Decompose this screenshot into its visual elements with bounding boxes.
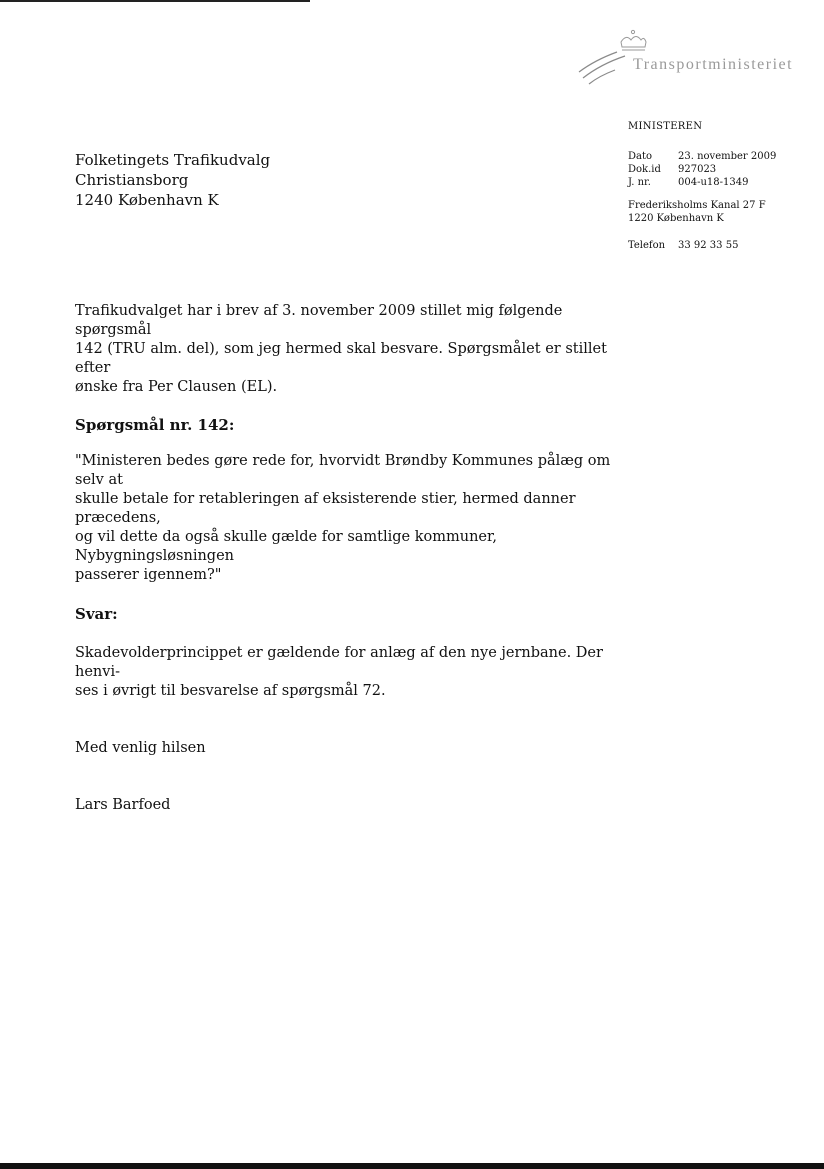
jnr-value: 004-u18-1349 (678, 177, 749, 188)
swoosh-icon (579, 52, 625, 84)
question-line4: passerer igennem?" (75, 567, 222, 583)
signature-name: Lars Barfoed (75, 797, 171, 813)
question-paragraph (75, 452, 615, 585)
phone-label: Telefon (628, 240, 666, 251)
date-label: Dato (628, 151, 653, 162)
recipient-line3: 1240 København K (75, 191, 219, 209)
intro-line1: Trafikudvalget har i brev af 3. november 2009 stillet mig følgende spørgsmål (75, 303, 563, 338)
ministry-logo-text: Transportministeriet (633, 56, 794, 73)
date-value: 23. november 2009 (678, 151, 777, 162)
recipient-line1: Folketingets Trafikudvalg (75, 151, 271, 169)
scan-edge-top (0, 0, 310, 2)
sender-address (628, 199, 766, 225)
phone-row (628, 240, 738, 251)
letter-body (75, 302, 615, 815)
intro-paragraph (75, 302, 615, 397)
dokid-label: Dok.id (628, 164, 661, 175)
intro-line3: ønske fra Per Clausen (EL). (75, 379, 278, 395)
closing-greeting: Med venlig hilsen (75, 740, 206, 756)
question-line2: skulle betale for retableringen af eksisterende stier, hermed danner præcedens, (75, 491, 576, 526)
scan-edge-bottom (0, 1163, 824, 1169)
answer-line1: Skadevolderprincippet er gældende for anlæg af den nye jernbane. Der henvi- (75, 645, 603, 680)
sender-address-line2: 1220 København K (628, 213, 724, 224)
phone-value: 33 92 33 55 (678, 240, 739, 251)
jnr-label: J. nr. (628, 177, 651, 188)
recipient-line2: Christiansborg (75, 171, 189, 189)
jnr-row (628, 176, 776, 189)
question-heading: Spørgsmål nr. 142: (75, 416, 235, 434)
sender-address-line1: Frederiksholms Kanal 27 F (628, 200, 766, 211)
recipient-address (75, 150, 270, 210)
letter-metadata (628, 150, 776, 189)
intro-line2: 142 (TRU alm. del), som jeg hermed skal besvare. Spørgsmålet er stillet efter (75, 341, 607, 376)
letterhead-logo (575, 28, 794, 90)
crown-icon (621, 30, 646, 50)
sender-department: MINISTEREN (628, 121, 703, 132)
answer-paragraph (75, 644, 615, 701)
dokid-value: 927023 (678, 164, 717, 175)
question-line1: "Ministeren bedes gøre rede for, hvorvidt Brøndby Kommunes pålæg om selv at (75, 453, 611, 488)
answer-line2: ses i øvrigt til besvarelse af spørgsmål 72. (75, 683, 386, 699)
question-line3: og vil dette da også skulle gælde for samtlige kommuner, Nybygningsløsningen (75, 529, 497, 564)
date-row (628, 150, 776, 163)
answer-heading: Svar: (75, 605, 118, 623)
dokid-row (628, 163, 776, 176)
